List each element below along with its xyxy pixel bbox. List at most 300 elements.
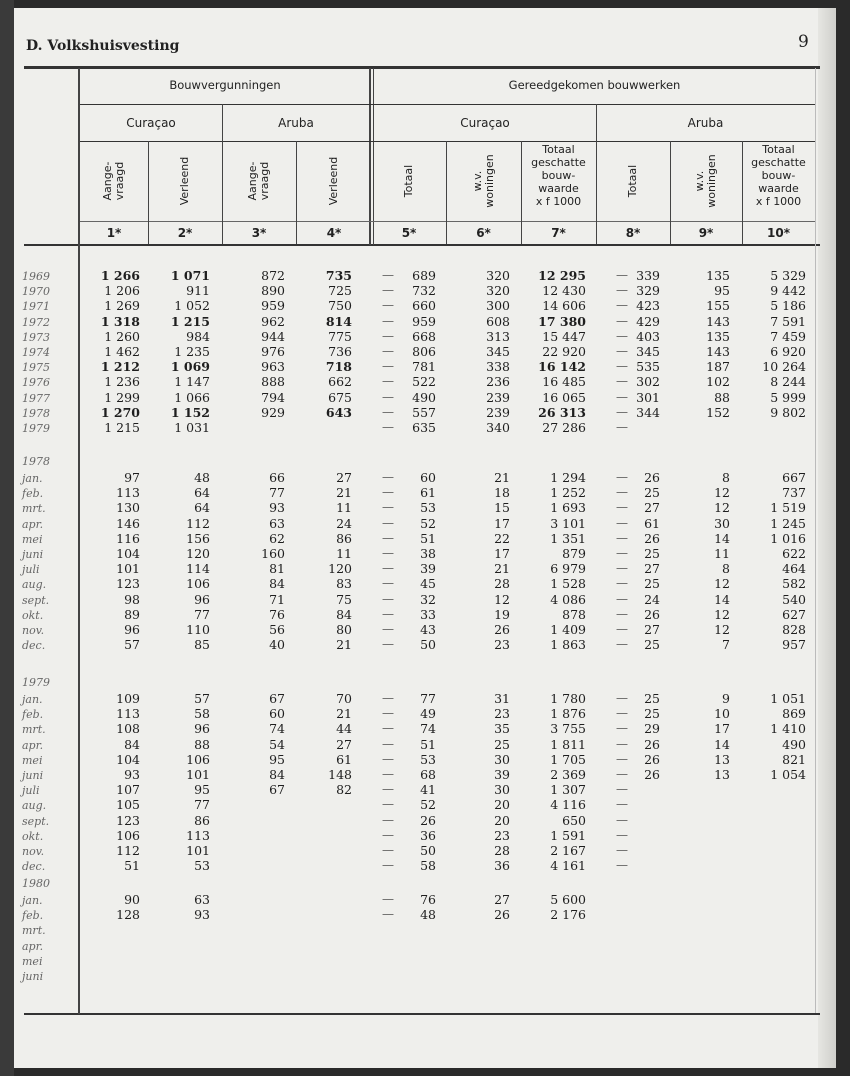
table-cell-col-6: 239 bbox=[486, 389, 510, 405]
table-cell-col-8: 25 bbox=[644, 485, 660, 501]
table-cell-col-3: 890 bbox=[261, 283, 285, 299]
empty-value-dash: — bbox=[616, 691, 628, 705]
table-cell-col-5: 52 bbox=[420, 515, 436, 531]
table-cell-col-2: 156 bbox=[186, 530, 210, 546]
table-cell-col-2: 77 bbox=[194, 606, 210, 622]
column-number-2: 2* bbox=[177, 226, 193, 240]
empty-value-dash: — bbox=[382, 344, 394, 358]
table-cell-col-3: 962 bbox=[261, 313, 285, 329]
table-cell-col-9: 7 bbox=[722, 637, 730, 653]
row-label: sept. bbox=[22, 593, 50, 607]
table-cell-col-4: 148 bbox=[328, 767, 352, 782]
table-cell-col-6: 27 bbox=[494, 892, 510, 907]
empty-value-dash: — bbox=[382, 751, 394, 766]
row-label: apr. bbox=[22, 517, 44, 531]
table-cell-col-7: 4 161 bbox=[550, 858, 586, 874]
empty-value-dash: — bbox=[616, 268, 628, 282]
table-cell-col-4: 736 bbox=[328, 344, 352, 359]
table-cell-col-5: 41 bbox=[420, 782, 436, 798]
empty-value-dash: — bbox=[382, 470, 394, 484]
row-label: 1973 bbox=[22, 330, 50, 344]
table-cell-col-9: 11 bbox=[714, 546, 730, 561]
table-cell-col-5: 51 bbox=[420, 530, 436, 546]
table-cell-col-3: 81 bbox=[269, 561, 285, 577]
table-cell-col-7: 14 606 bbox=[542, 298, 586, 314]
table-cell-col-5: 52 bbox=[420, 797, 436, 813]
table-cell-col-2: 96 bbox=[194, 721, 210, 737]
table-cell-col-4: 70 bbox=[336, 691, 352, 706]
row-label: 1970 bbox=[22, 285, 50, 299]
column-header-4: Verleend bbox=[327, 156, 340, 206]
table-cell-col-4: 750 bbox=[328, 298, 352, 314]
table-cell-col-3: 84 bbox=[269, 576, 285, 592]
empty-value-dash: — bbox=[382, 797, 394, 812]
empty-value-dash: — bbox=[382, 268, 394, 282]
table-cell-col-6: 15 bbox=[494, 500, 510, 516]
table-cell-col-2: 114 bbox=[186, 561, 210, 577]
empty-value-dash: — bbox=[616, 328, 628, 343]
table-cell-col-5: 45 bbox=[420, 576, 436, 592]
table-cell-col-3: 944 bbox=[261, 328, 285, 344]
table-cell-col-8: 26 bbox=[644, 751, 660, 767]
row-label: mei bbox=[22, 954, 43, 968]
table-cell-col-9: 152 bbox=[706, 404, 730, 420]
table-cell-col-3: 160 bbox=[261, 546, 285, 561]
row-label: aug. bbox=[22, 578, 47, 592]
table-cell-col-5: 668 bbox=[412, 328, 436, 344]
table-cell-col-3: 888 bbox=[261, 374, 285, 390]
table-bottom-rule bbox=[24, 1013, 820, 1015]
empty-value-dash: — bbox=[382, 359, 394, 374]
table-cell-col-2: 1 152 bbox=[170, 404, 210, 420]
table-cell-col-6: 30 bbox=[494, 751, 510, 767]
table-cell-col-1: 107 bbox=[116, 782, 140, 798]
table-cell-col-7: 1 528 bbox=[550, 576, 586, 592]
table-cell-col-4: 84 bbox=[336, 606, 352, 622]
table-cell-col-7: 4 086 bbox=[550, 591, 586, 607]
table-cell-col-10: 627 bbox=[782, 606, 806, 622]
row-label: 1974 bbox=[22, 346, 50, 359]
table-cell-col-7: 15 447 bbox=[542, 328, 586, 344]
table-cell-col-8: 26 bbox=[644, 530, 660, 546]
empty-value-dash: — bbox=[382, 515, 394, 530]
table-cell-col-2: 64 bbox=[194, 485, 210, 501]
table-cell-col-10: 5 186 bbox=[770, 298, 806, 314]
table-cell-col-1: 98 bbox=[124, 591, 140, 607]
table-cell-col-1: 57 bbox=[124, 637, 140, 653]
empty-value-dash: — bbox=[616, 283, 628, 298]
table-cell-col-5: 490 bbox=[412, 389, 436, 405]
empty-value-dash: — bbox=[616, 470, 628, 484]
empty-value-dash: — bbox=[382, 485, 394, 500]
group-header-bouwvergunningen: Bouwvergunningen bbox=[169, 78, 281, 92]
empty-value-dash: — bbox=[616, 546, 628, 560]
table-cell-col-3: 963 bbox=[261, 359, 285, 375]
table-cell-col-9: 30 bbox=[714, 515, 730, 531]
table-cell-col-2: 1 066 bbox=[174, 389, 210, 405]
empty-value-dash: — bbox=[616, 606, 628, 621]
table-cell-col-1: 1 212 bbox=[100, 359, 140, 375]
table-cell-col-2: 53 bbox=[194, 858, 210, 874]
table-cell-col-1: 130 bbox=[116, 500, 140, 516]
empty-value-dash: — bbox=[382, 283, 394, 298]
empty-value-dash: — bbox=[382, 907, 394, 922]
empty-value-dash: — bbox=[382, 591, 394, 606]
table-cell-col-8: 26 bbox=[644, 606, 660, 622]
table-cell-col-7: 22 920 bbox=[542, 344, 586, 359]
row-label: juni bbox=[22, 769, 44, 782]
table-cell-col-3: 74 bbox=[269, 721, 285, 737]
table-cell-col-7: 650 bbox=[562, 812, 586, 828]
table-cell-col-7: 1 307 bbox=[550, 782, 586, 798]
table-cell-col-7: 4 116 bbox=[550, 797, 586, 813]
table-cell-col-3: 54 bbox=[269, 736, 285, 752]
table-cell-col-6: 345 bbox=[486, 344, 510, 359]
table-cell-col-10: 828 bbox=[782, 622, 806, 637]
column-header-7: Totaal geschatte bouw- waarde x f 1000 bbox=[531, 143, 586, 208]
table-cell-col-6: 17 bbox=[494, 546, 510, 561]
empty-value-dash: — bbox=[616, 797, 628, 812]
table-cell-col-2: 110 bbox=[186, 622, 210, 637]
empty-value-dash: — bbox=[382, 721, 394, 736]
empty-value-dash: — bbox=[616, 420, 628, 434]
column-number-4: 4* bbox=[326, 226, 342, 240]
empty-value-dash: — bbox=[382, 546, 394, 560]
table-cell-col-4: 11 bbox=[336, 500, 352, 516]
table-cell-col-9: 155 bbox=[706, 298, 730, 314]
table-cell-col-8: 403 bbox=[636, 328, 660, 344]
table-cell-col-10: 6 920 bbox=[770, 344, 806, 359]
empty-value-dash: — bbox=[616, 591, 628, 606]
row-label: 1969 bbox=[22, 270, 50, 283]
table-cell-col-3: 76 bbox=[269, 606, 285, 622]
table-cell-col-2: 58 bbox=[194, 706, 210, 722]
table-cell-col-2: 1 071 bbox=[170, 268, 210, 283]
table-cell-col-5: 50 bbox=[420, 843, 436, 858]
table-cell-col-7: 2 176 bbox=[550, 907, 586, 923]
table-cell-col-9: 88 bbox=[714, 389, 730, 405]
empty-value-dash: — bbox=[382, 767, 394, 781]
group-divider bbox=[369, 68, 371, 245]
table-cell-col-5: 76 bbox=[420, 892, 436, 907]
empty-value-dash: — bbox=[616, 858, 628, 873]
table-cell-col-2: 911 bbox=[186, 283, 210, 299]
table-top-rule bbox=[24, 66, 820, 69]
table-cell-col-1: 1 236 bbox=[104, 374, 140, 390]
table-cell-col-9: 14 bbox=[714, 530, 730, 546]
table-cell-col-2: 106 bbox=[186, 576, 210, 592]
table-cell-col-1: 1 270 bbox=[100, 404, 140, 420]
table-cell-col-9: 95 bbox=[714, 283, 730, 299]
table-cell-col-2: 984 bbox=[186, 328, 210, 344]
table-cell-col-2: 1 031 bbox=[174, 420, 210, 435]
table-cell-col-6: 320 bbox=[486, 283, 510, 299]
empty-value-dash: — bbox=[382, 420, 394, 434]
table-cell-col-2: 106 bbox=[186, 751, 210, 767]
table-cell-col-1: 1 299 bbox=[104, 389, 140, 405]
table-cell-col-6: 39 bbox=[494, 767, 510, 782]
empty-value-dash: — bbox=[382, 827, 394, 842]
empty-value-dash: — bbox=[616, 374, 628, 389]
table-cell-col-2: 95 bbox=[194, 782, 210, 798]
table-cell-col-8: 302 bbox=[636, 374, 660, 390]
table-cell-col-6: 23 bbox=[494, 637, 510, 653]
table-cell-col-10: 10 264 bbox=[762, 359, 806, 375]
table-cell-col-1: 97 bbox=[124, 470, 140, 485]
empty-value-dash: — bbox=[616, 721, 628, 736]
table-cell-col-8: 25 bbox=[644, 706, 660, 722]
table-cell-col-1: 116 bbox=[116, 530, 140, 546]
table-cell-col-4: 82 bbox=[336, 782, 352, 798]
table-cell-col-5: 557 bbox=[412, 404, 436, 420]
table-cell-col-4: 61 bbox=[336, 751, 352, 767]
empty-value-dash: — bbox=[382, 637, 394, 652]
empty-value-dash: — bbox=[382, 404, 394, 419]
column-header-6: w.v. woningen bbox=[470, 154, 496, 208]
table-cell-col-2: 86 bbox=[194, 812, 210, 828]
table-cell-col-9: 14 bbox=[714, 736, 730, 752]
table-cell-col-9: 14 bbox=[714, 591, 730, 607]
table-cell-col-1: 146 bbox=[116, 515, 140, 531]
table-cell-col-7: 1 294 bbox=[550, 470, 586, 485]
table-cell-col-6: 340 bbox=[486, 420, 510, 435]
row-label: 1979 bbox=[22, 422, 50, 435]
table-cell-col-2: 64 bbox=[194, 500, 210, 516]
table-cell-col-6: 320 bbox=[486, 268, 510, 283]
table-cell-col-5: 38 bbox=[420, 546, 436, 561]
empty-value-dash: — bbox=[616, 389, 628, 404]
empty-value-dash: — bbox=[616, 359, 628, 374]
table-cell-col-9: 102 bbox=[706, 374, 730, 390]
subgroup-curacao-permits: Curaçao bbox=[126, 116, 176, 130]
table-cell-col-10: 9 442 bbox=[770, 283, 806, 299]
row-label: mei bbox=[22, 753, 43, 767]
table-cell-col-4: 643 bbox=[325, 404, 352, 420]
column-number-9: 9* bbox=[698, 226, 714, 240]
table-cell-col-8: 423 bbox=[636, 298, 660, 314]
table-cell-col-4: 83 bbox=[336, 576, 352, 592]
table-cell-col-5: 959 bbox=[412, 313, 436, 329]
empty-value-dash: — bbox=[616, 736, 628, 751]
subgroup-aruba-completed: Aruba bbox=[687, 116, 724, 130]
table-cell-col-7: 12 295 bbox=[538, 268, 586, 283]
page-fold-shadow bbox=[818, 8, 836, 1068]
table-cell-col-8: 301 bbox=[636, 389, 660, 405]
table-cell-col-1: 84 bbox=[124, 736, 140, 752]
empty-value-dash: — bbox=[616, 515, 628, 530]
row-label: okt. bbox=[22, 829, 44, 843]
table-cell-col-4: 11 bbox=[336, 546, 352, 561]
table-cell-col-7: 16 485 bbox=[542, 374, 586, 390]
empty-value-dash: — bbox=[616, 843, 628, 857]
row-label: juni bbox=[22, 548, 44, 561]
table-cell-col-7: 2 369 bbox=[550, 767, 586, 782]
table-cell-col-1: 128 bbox=[116, 907, 140, 923]
table-right-edge bbox=[815, 68, 816, 1013]
table-cell-col-3: 872 bbox=[261, 268, 285, 283]
table-cell-col-1: 1 462 bbox=[104, 344, 140, 359]
table-cell-col-9: 143 bbox=[706, 344, 730, 359]
table-cell-col-9: 8 bbox=[722, 470, 730, 485]
table-cell-col-5: 50 bbox=[420, 637, 436, 653]
table-cell-col-7: 1 409 bbox=[550, 622, 586, 637]
table-cell-col-10: 540 bbox=[782, 591, 806, 607]
table-cell-col-2: 1 235 bbox=[174, 344, 210, 359]
table-cell-col-5: 68 bbox=[420, 767, 436, 782]
table-cell-col-8: 339 bbox=[636, 268, 660, 283]
table-cell-col-7: 1 780 bbox=[550, 691, 586, 706]
empty-value-dash: — bbox=[616, 344, 628, 358]
table-cell-col-6: 31 bbox=[494, 691, 510, 706]
table-cell-col-4: 27 bbox=[336, 470, 352, 485]
table-cell-col-4: 814 bbox=[325, 313, 352, 329]
table-cell-col-7: 5 600 bbox=[550, 892, 586, 907]
table-cell-col-6: 20 bbox=[494, 797, 510, 813]
table-cell-col-1: 51 bbox=[124, 858, 140, 874]
table-cell-col-2: 112 bbox=[186, 515, 210, 531]
row-label: dec. bbox=[22, 639, 46, 653]
table-cell-col-7: 1 693 bbox=[550, 500, 586, 516]
table-cell-col-4: 44 bbox=[336, 721, 352, 737]
table-cell-col-1: 90 bbox=[124, 892, 140, 907]
table-cell-col-6: 35 bbox=[494, 721, 510, 737]
table-cell-col-3: 794 bbox=[261, 389, 285, 405]
table-cell-col-10: 582 bbox=[782, 576, 806, 592]
table-cell-col-1: 104 bbox=[116, 546, 140, 561]
row-label: nov. bbox=[22, 624, 45, 637]
column-number-6: 6* bbox=[476, 226, 491, 240]
table-cell-col-2: 1 147 bbox=[174, 374, 210, 390]
row-label: sept. bbox=[22, 814, 50, 828]
table-cell-col-8: 61 bbox=[644, 515, 660, 531]
table-cell-col-7: 16 142 bbox=[538, 359, 586, 375]
table-cell-col-5: 77 bbox=[420, 691, 436, 706]
table-cell-col-6: 26 bbox=[494, 622, 510, 637]
empty-value-dash: — bbox=[382, 691, 394, 705]
section-label: 1979 bbox=[22, 676, 50, 689]
table-cell-col-9: 13 bbox=[714, 767, 730, 782]
table-cell-col-5: 43 bbox=[420, 622, 436, 637]
table-cell-col-10: 7 459 bbox=[770, 328, 806, 344]
table-cell-col-9: 10 bbox=[714, 706, 730, 722]
table-cell-col-8: 329 bbox=[636, 283, 660, 299]
table-cell-col-3: 929 bbox=[261, 404, 285, 420]
table-cell-col-4: 775 bbox=[328, 328, 352, 344]
empty-value-dash: — bbox=[616, 782, 628, 797]
row-label: feb. bbox=[22, 909, 44, 923]
table-cell-col-7: 12 430 bbox=[542, 283, 586, 299]
table-cell-col-10: 869 bbox=[782, 706, 806, 722]
table-cell-col-4: 24 bbox=[336, 515, 352, 531]
table-cell-col-8: 26 bbox=[644, 470, 660, 485]
table-cell-col-7: 3 101 bbox=[550, 515, 586, 531]
table-cell-col-1: 109 bbox=[116, 691, 140, 706]
table-cell-col-1: 108 bbox=[116, 721, 140, 737]
table-cell-col-6: 23 bbox=[494, 827, 510, 843]
table-cell-col-10: 667 bbox=[782, 470, 806, 485]
table-cell-col-9: 12 bbox=[714, 622, 730, 637]
column-header-3: Aange- vraagd bbox=[246, 161, 271, 201]
table-cell-col-3: 67 bbox=[269, 691, 285, 706]
table-cell-col-2: 1 052 bbox=[174, 298, 210, 314]
table-cell-col-5: 74 bbox=[420, 721, 436, 737]
table-cell-col-4: 21 bbox=[336, 706, 352, 722]
table-cell-col-5: 33 bbox=[420, 606, 436, 622]
table-cell-col-9: 17 bbox=[714, 721, 730, 737]
table-cell-col-4: 80 bbox=[336, 622, 352, 637]
table-cell-col-3: 66 bbox=[269, 470, 285, 485]
table-cell-col-3: 67 bbox=[269, 782, 285, 798]
row-label: 1978 bbox=[22, 406, 50, 420]
table-cell-col-9: 12 bbox=[714, 576, 730, 592]
subgroup-curacao-completed: Curaçao bbox=[460, 116, 510, 130]
row-label: aug. bbox=[22, 799, 47, 813]
row-label: mrt. bbox=[22, 723, 46, 737]
table-cell-col-10: 737 bbox=[782, 485, 806, 501]
table-cell-col-1: 123 bbox=[116, 576, 140, 592]
group-header-gereedgekomen: Gereedgekomen bouwwerken bbox=[508, 78, 681, 92]
empty-value-dash: — bbox=[616, 500, 628, 515]
empty-value-dash: — bbox=[382, 706, 394, 721]
table-cell-col-6: 26 bbox=[494, 907, 510, 923]
table-cell-col-10: 957 bbox=[782, 637, 806, 653]
table-cell-col-6: 313 bbox=[486, 328, 510, 344]
section-label: 1980 bbox=[22, 877, 50, 890]
table-cell-col-1: 113 bbox=[116, 485, 140, 501]
table-cell-col-1: 1 206 bbox=[104, 283, 140, 299]
column-number-10: 10* bbox=[767, 226, 790, 240]
table-cell-col-6: 36 bbox=[494, 858, 510, 874]
table-cell-col-3: 40 bbox=[269, 637, 285, 653]
empty-value-dash: — bbox=[616, 404, 628, 419]
empty-value-dash: — bbox=[382, 374, 394, 389]
empty-value-dash: — bbox=[382, 858, 394, 873]
table-cell-col-4: 27 bbox=[336, 736, 352, 752]
table-cell-col-6: 338 bbox=[486, 359, 510, 375]
row-label: 1975 bbox=[22, 361, 50, 375]
page-number: 9 bbox=[798, 32, 809, 52]
empty-value-dash: — bbox=[616, 313, 628, 328]
table-cell-col-1: 93 bbox=[124, 767, 140, 782]
table-cell-col-7: 1 863 bbox=[550, 637, 586, 653]
row-label: mei bbox=[22, 532, 43, 546]
table-cell-col-6: 28 bbox=[494, 843, 510, 858]
table-cell-col-7: 2 167 bbox=[550, 843, 586, 858]
table-cell-col-7: 17 380 bbox=[538, 313, 586, 329]
table-cell-col-5: 39 bbox=[420, 561, 436, 577]
table-cell-col-9: 9 bbox=[722, 691, 730, 706]
table-cell-col-7: 1 252 bbox=[550, 485, 586, 501]
table-cell-col-6: 21 bbox=[494, 561, 510, 577]
table-cell-col-4: 21 bbox=[336, 485, 352, 501]
table-cell-col-9: 135 bbox=[706, 268, 730, 283]
table-cell-col-6: 20 bbox=[494, 812, 510, 828]
empty-value-dash: — bbox=[616, 298, 628, 313]
table-cell-col-3: 95 bbox=[269, 751, 285, 767]
table-cell-col-7: 16 065 bbox=[542, 389, 586, 405]
table-cell-col-9: 12 bbox=[714, 500, 730, 516]
table-cell-col-1: 105 bbox=[116, 797, 140, 813]
table-cell-col-10: 5 329 bbox=[770, 268, 806, 283]
column-header-10: Totaal geschatte bouw- waarde x f 1000 bbox=[751, 143, 806, 208]
table-cell-col-5: 49 bbox=[420, 706, 436, 722]
table-cell-col-3: 56 bbox=[269, 622, 285, 637]
table-cell-col-1: 104 bbox=[116, 751, 140, 767]
empty-value-dash: — bbox=[616, 530, 628, 545]
table-cell-col-7: 3 755 bbox=[550, 721, 586, 737]
group-divider-inner bbox=[373, 68, 374, 245]
table-cell-col-4: 718 bbox=[325, 359, 352, 375]
